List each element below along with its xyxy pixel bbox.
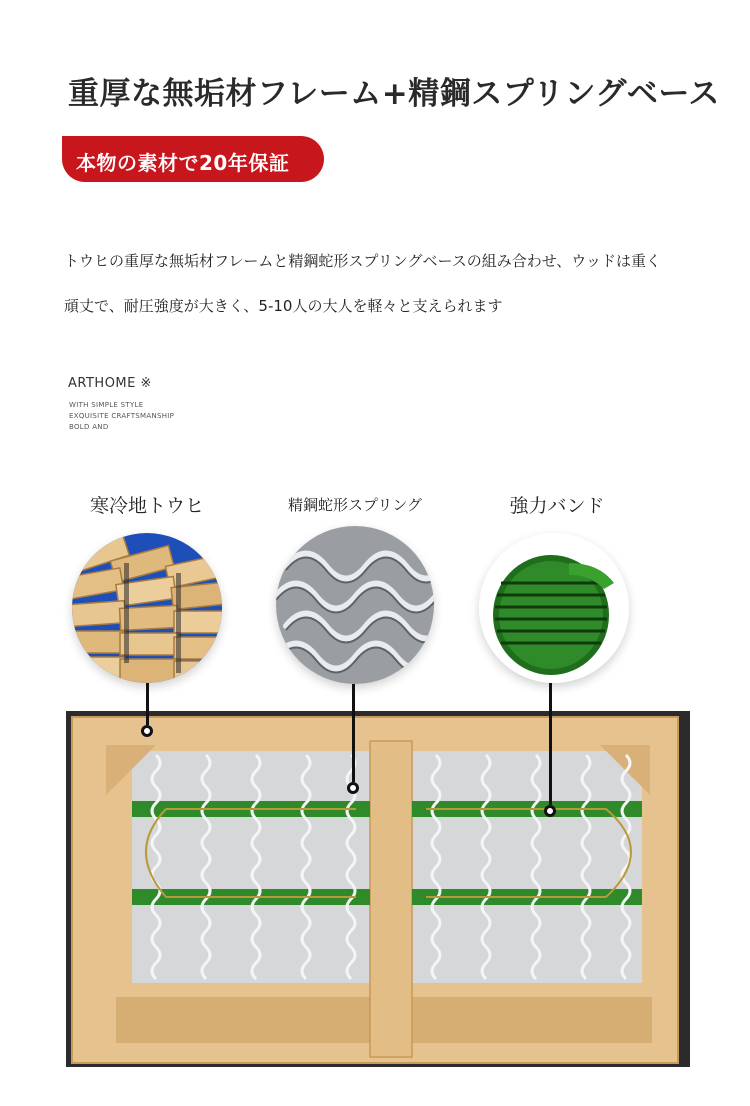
warranty-badge-label: 本物の素材で20年保証	[76, 151, 290, 175]
description-line-1: トウヒの重厚な無垢材フレームと精鋼蛇形スプリングベースの組み合わせ、ウッドは重く	[64, 252, 662, 270]
connector-dot-band	[544, 805, 556, 817]
elastic-band-icon	[479, 533, 629, 683]
description-line-2: 頑丈で、耐圧強度が大きく、5-10人の大人を軽々と支えられます	[64, 297, 503, 315]
connector-dot-spruce	[141, 725, 153, 737]
feature-label-spruce: 寒冷地トウヒ	[89, 495, 204, 517]
spruce-wood-icon	[72, 533, 222, 683]
connector-line-band	[549, 683, 552, 805]
connector-line-spruce	[146, 683, 149, 725]
feature-label-band: 強力バンド	[509, 495, 605, 517]
brand-name: ARTHOME ※	[68, 376, 152, 391]
brand-tagline-2: EXQUISITE CRAFTSMANSHIP	[69, 412, 175, 420]
connector-dot-spring	[347, 782, 359, 794]
steel-spring-icon	[276, 526, 434, 684]
brand-tagline-3: BOLD AND	[69, 423, 109, 431]
connector-line-spring	[352, 684, 355, 782]
feature-label-spring: 精鋼蛇形スプリング	[287, 496, 423, 514]
sofa-base-frame	[66, 711, 690, 1067]
brand-tagline-1: WITH SIMPLE STYLE	[69, 401, 144, 409]
headline: 重厚な無垢材フレーム+精鋼スプリングベース	[68, 76, 720, 112]
